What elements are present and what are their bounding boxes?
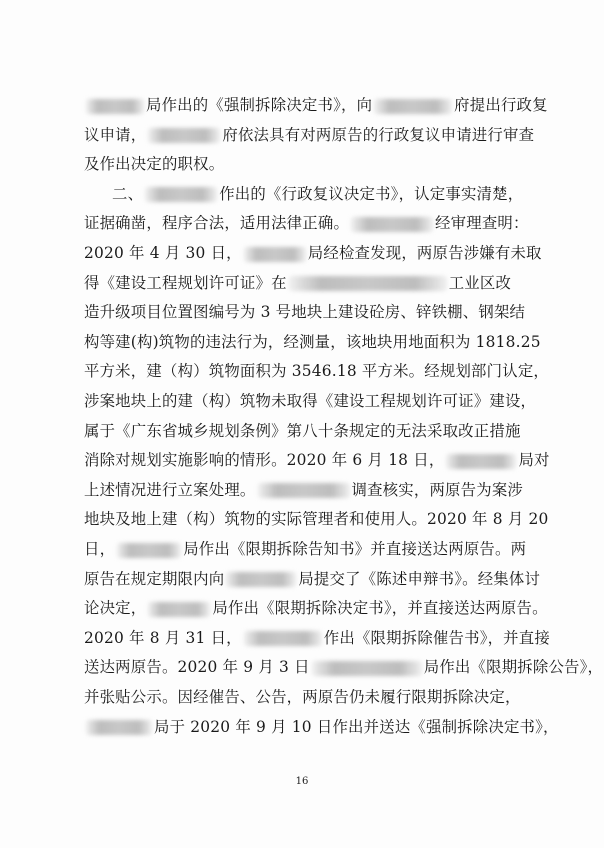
text-line	[84, 238, 564, 268]
text-segment: 并张贴公示。因经催告、公告，两原告仍未履行限期拆除决定，	[84, 688, 521, 706]
page-number: 16	[295, 776, 309, 787]
text-line	[84, 208, 564, 238]
text-line	[84, 652, 604, 682]
text-line	[84, 623, 564, 653]
redaction-blur	[86, 720, 152, 735]
text-segment: 原告在规定期限内向	[84, 569, 225, 588]
text-segment: 属于《广东省城乡规划条例》第八十条规定的无法采取改正措施	[84, 421, 521, 440]
text-segment: 局作出《限期拆除决定书》，并直接送达两原告。	[212, 599, 548, 618]
redaction-blur	[351, 217, 433, 232]
text-segment: 调查核实，两原告为案涉	[351, 480, 523, 499]
redaction-blur	[226, 572, 296, 587]
text-line	[84, 564, 564, 594]
text-segment: 论决定，	[84, 599, 147, 618]
text-line	[84, 297, 564, 327]
text-segment: 消除对规划实施影响的情形。2020 年 6 月 18 日，	[84, 451, 445, 470]
redaction-blur	[148, 128, 220, 143]
text-line	[84, 327, 564, 357]
text-segment: 送达两原告。2020 年 9 月 3 日	[84, 658, 310, 677]
text-segment: 得《建设工程规划许可证》在	[84, 273, 287, 292]
text-segment: 局于 2020 年 9 月 10 日作出并送达《强制拆除决定书》，	[154, 717, 559, 736]
text-segment: 议申请，	[84, 125, 147, 144]
text-segment: 平方米，建（构）筑物面积为 3546.18 平方米。经规划部门认定，	[84, 362, 549, 381]
text-line	[84, 475, 564, 505]
text-segment: 工业区改	[448, 273, 512, 292]
text-segment: 作出《限期拆除催告书》，并直接	[323, 628, 550, 647]
text-segment: 局对	[518, 451, 550, 470]
redaction-blur	[86, 99, 144, 114]
text-segment: 府提出行政复	[454, 96, 548, 114]
text-line	[84, 268, 564, 298]
text-segment: 及作出决定的职权。	[84, 155, 225, 174]
text-line	[84, 593, 564, 623]
text-segment: 局作出《限期拆除告知书》并直接送达两原告。两	[183, 540, 527, 558]
redaction-blur	[258, 483, 350, 498]
redaction-blur	[289, 276, 447, 291]
text-segment: 构等建(构)筑物的违法行为，经测量，该地块用地面积为 1818.25	[84, 332, 541, 351]
text-segment: 上述情况进行立案处理。	[84, 480, 256, 499]
text-segment: 2020 年 8 月 31 日，	[84, 628, 242, 647]
text-line	[112, 179, 592, 209]
redaction-blur	[148, 602, 210, 617]
text-segment: 证据确凿，程序合法，适用法律正确。	[84, 214, 350, 233]
text-segment: 局提交了《陈述申辩书》。经集体讨	[298, 569, 541, 588]
text-segment: 作出的《行政复议决定书》，认定事实清楚，	[219, 184, 524, 203]
text-line	[84, 534, 564, 564]
redaction-blur	[244, 247, 306, 262]
text-segment: 日，	[84, 540, 116, 558]
text-line	[84, 90, 564, 120]
text-segment: 经审理查明：	[435, 214, 529, 233]
text-line	[84, 356, 564, 386]
text-segment: 府依法具有对两原告的行政复议申请进行审查	[222, 125, 535, 144]
redaction-blur	[374, 99, 452, 114]
text-line	[84, 504, 564, 534]
text-line	[84, 682, 564, 712]
redaction-blur	[117, 543, 181, 558]
text-line	[84, 386, 564, 416]
text-segment: 地块及地上建（构）筑物的实际管理者和使用人。2020 年 8 月 20	[84, 510, 549, 529]
text-line	[84, 149, 564, 179]
text-segment: 局经检查发现，两原告涉嫌有未取	[307, 244, 542, 262]
text-line	[84, 712, 564, 742]
text-segment: 2020 年 4 月 30 日，	[84, 244, 242, 262]
redaction-blur	[244, 631, 322, 646]
text-segment: 造升级项目位置图编号为 3 号地块上建设砼房、锌铁棚、钢架结	[84, 303, 526, 322]
text-segment: 涉案地块上的建（构）筑物未取得《建设工程规划许可证》建设，	[84, 392, 537, 410]
text-segment: 局作出的《强制拆除决定书》，向	[146, 96, 373, 114]
redaction-blur	[312, 661, 422, 676]
text-line	[84, 416, 564, 446]
redaction-blur	[446, 454, 516, 469]
text-segment: 局作出《限期拆除公告》，	[423, 658, 604, 677]
text-line	[84, 445, 564, 475]
text-line	[84, 120, 564, 150]
redaction-blur	[145, 187, 217, 202]
text-segment: 二、	[112, 184, 144, 203]
